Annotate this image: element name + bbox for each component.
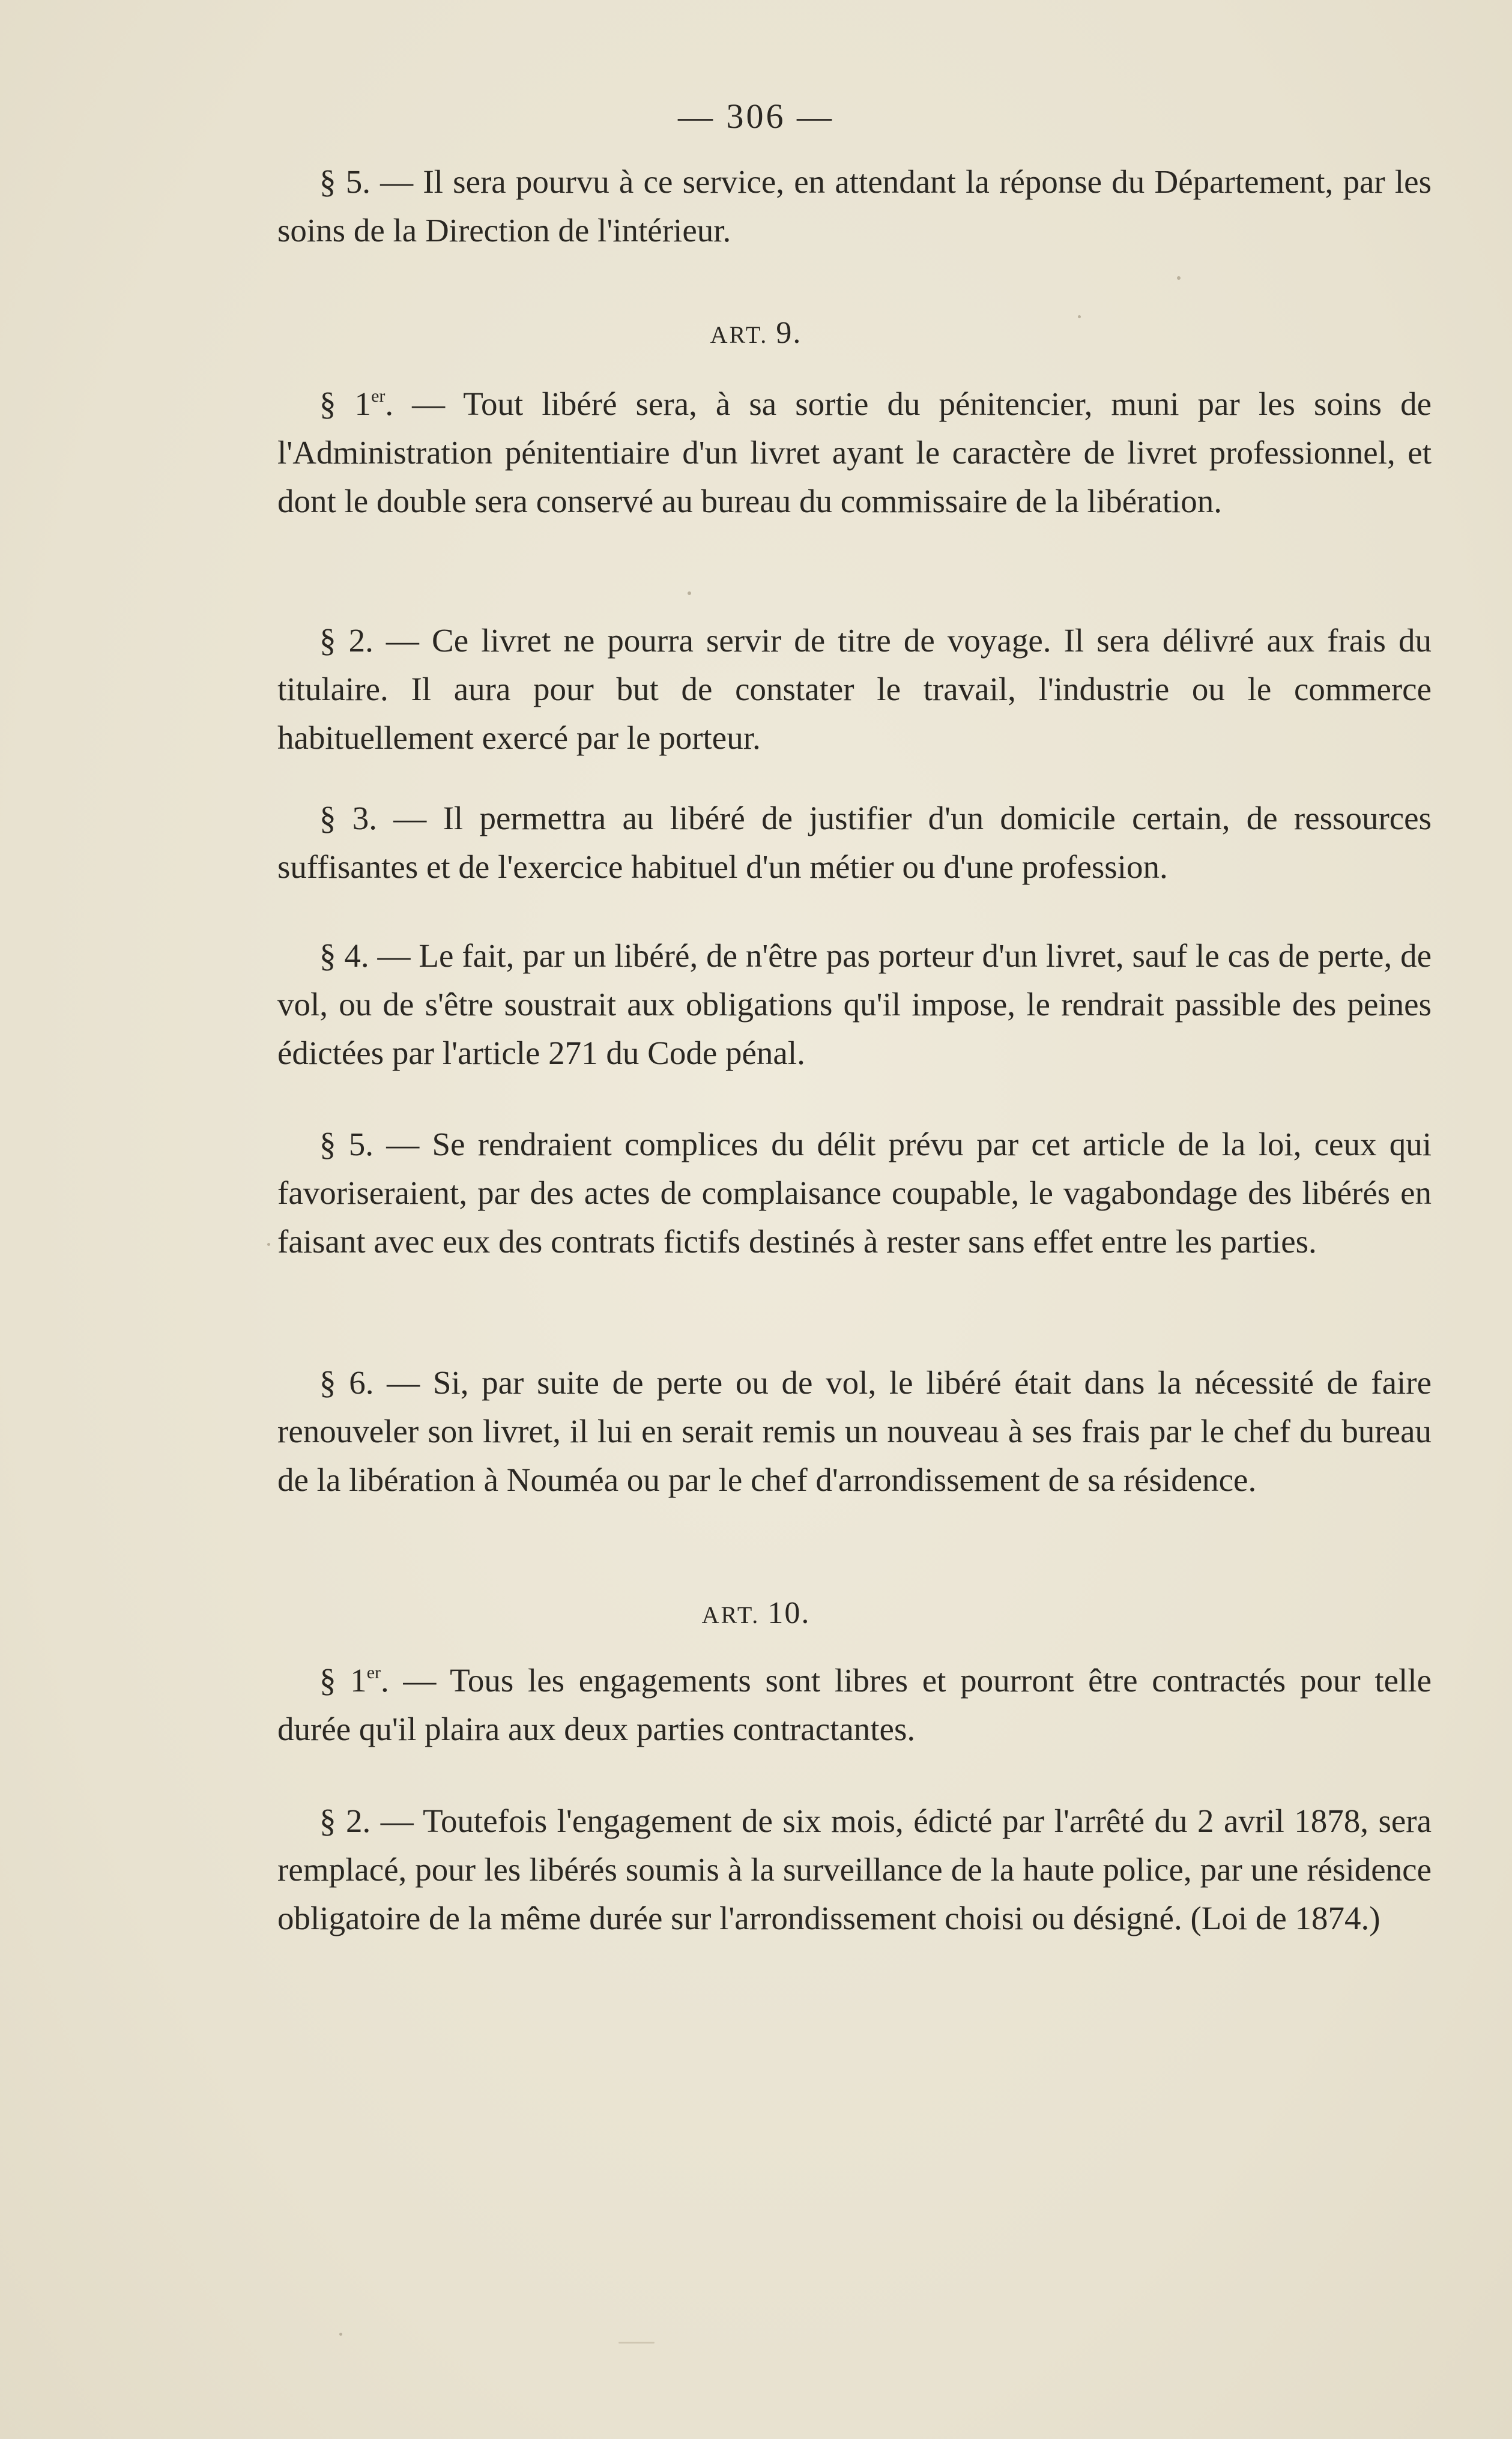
paragraph-text: Le fait, par un libéré, de n'être pas porteur d'un livret, sauf le cas de perte, de vol, ou de s'être soustrait aux obligations qu'il impose, le rendrait passible des peines édictées par l'article 271 du Code pénal. xyxy=(277,937,1432,1071)
section-mark: § 4. — xyxy=(319,937,411,974)
section-mark: § 2. — xyxy=(319,622,419,659)
paragraph-text: Toutefois l'engagement de six mois, édicté par l'arrêté du 2 avril 1878, sera remplacé, pour les libérés soumis à la surveillance de la haute police, par une résidence obligatoire de la même durée sur l'arrondissement choisi ou désigné. (Loi de 1874.) xyxy=(277,1803,1432,1936)
paragraph-art9-5 xyxy=(277,1120,1432,1266)
paper-speck xyxy=(688,591,691,595)
section-mark: § 1er. — xyxy=(319,1662,437,1699)
section-mark: § 1er. — xyxy=(319,385,446,422)
paragraph-art9-3 xyxy=(277,794,1432,891)
paper-speck xyxy=(267,1243,270,1246)
paragraph-text: Si, par suite de perte ou de vol, le libéré était dans la nécessité de faire renouveler son livret, il lui en serait remis un nouveau à ses frais par le chef du bureau de la libération à Nouméa ou par le chef d'arrondissement de sa résidence. xyxy=(277,1364,1432,1498)
paper-speck xyxy=(339,2333,342,2336)
article-number: 10. xyxy=(767,1596,811,1630)
paragraph-text: Il sera pourvu à ce service, en attendant la réponse du Département, par les soins de la Direction de l'intérieur. xyxy=(277,163,1432,249)
article-10-heading xyxy=(0,1595,1512,1631)
article-label: ART. xyxy=(710,321,769,348)
paragraph-art9-6 xyxy=(277,1358,1432,1504)
section-mark: § 2. — xyxy=(319,1803,414,1839)
paragraph-art10-1 xyxy=(277,1656,1432,1753)
paper-speck xyxy=(1177,276,1181,280)
paragraph-art9-1 xyxy=(277,379,1432,525)
paragraph-art9-4 xyxy=(277,931,1432,1077)
section-mark: § 5. — xyxy=(319,163,414,200)
section-mark: § 3. — xyxy=(319,800,427,836)
paragraph-text: Il permettra au libéré de justifier d'un domicile certain, de ressources suffisantes et de l'exercice habituel d'un métier ou d'une profession. xyxy=(277,800,1432,885)
paper-speck xyxy=(1078,315,1081,318)
paragraph-text: Ce livret ne pourra servir de titre de voyage. Il sera délivré aux frais du titulaire. Il aura pour but de constater le travail, l'industrie ou le commerce habituellement exercé par le porteur. xyxy=(277,622,1432,756)
article-label: ART. xyxy=(701,1601,760,1628)
section-mark: § 6. — xyxy=(319,1364,420,1401)
section-mark: § 5. — xyxy=(319,1126,420,1162)
paper-speck xyxy=(618,2342,655,2344)
paragraph-text: Tout libéré sera, à sa sortie du pénitencier, muni par les soins de l'Administration pénitentiaire d'un livret ayant le caractère de livret professionnel, et dont le double sera conservé au bureau du commissaire de la libération. xyxy=(277,385,1432,519)
paragraph-5-direction xyxy=(277,157,1432,255)
paragraph-art10-2 xyxy=(277,1797,1432,1942)
page-number: — 306 — xyxy=(678,97,834,136)
article-9-heading xyxy=(0,315,1512,351)
paragraph-art9-2 xyxy=(277,616,1432,762)
paragraph-text: Tous les engagements sont libres et pourront être contractés pour telle durée qu'il plaira aux deux parties contractantes. xyxy=(277,1662,1432,1747)
paragraph-text: Se rendraient complices du délit prévu par cet article de la loi, ceux qui favoriseraient, par des actes de complaisance coupable, le vagabondage des libérés en faisant avec eux des contrats fictifs destinés à rester sans effet entre les parties. xyxy=(277,1126,1432,1260)
article-number: 9. xyxy=(776,316,802,350)
